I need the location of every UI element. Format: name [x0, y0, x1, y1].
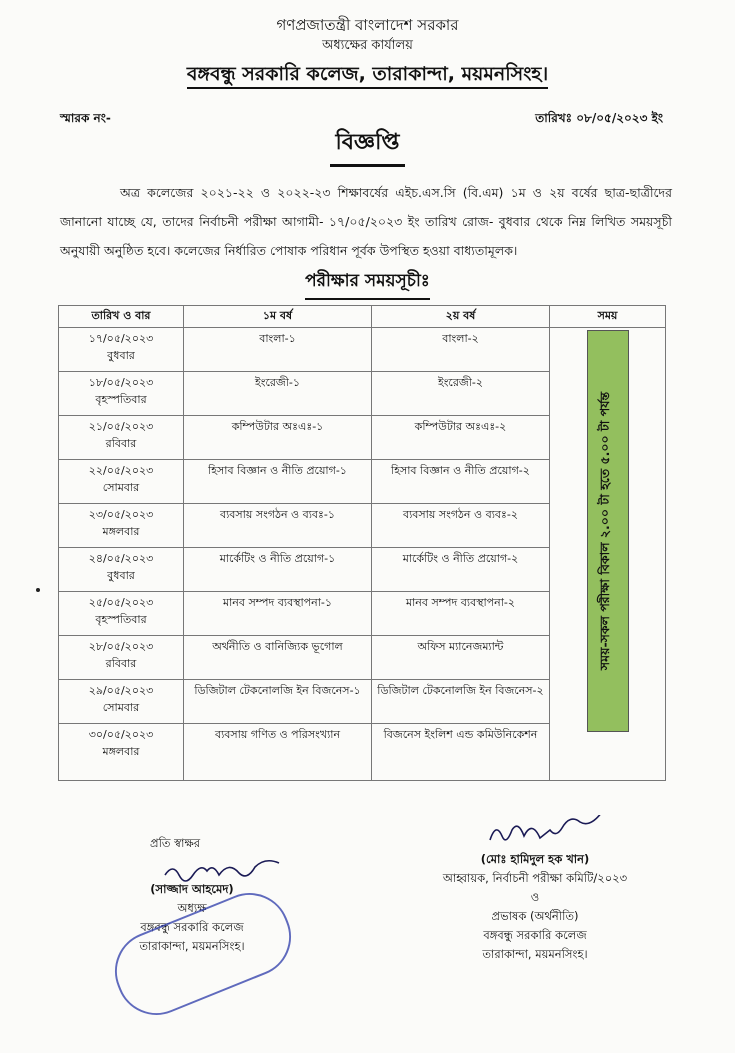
convener-place: তারাকান্দা, ময়মনসিংহ। [482, 947, 588, 961]
principal-place: তারাকান্দা, ময়মনসিংহ। [139, 939, 245, 953]
first-year-subject: ব্যবসায় সংগঠন ও ব্যবঃ-১ [184, 504, 372, 548]
schedule-title: পরীক্ষার সময়সূচীঃ [0, 268, 735, 300]
memo-number: স্মারক নং- [60, 111, 111, 125]
time-cell [550, 328, 666, 781]
convener-title: প্রভাষক (অর্থনীতি) [491, 909, 579, 923]
date-cell: ৩০/০৫/২০২৩ মঙ্গলবার [59, 724, 184, 781]
header-first-year: ১ম বর্ষ [184, 306, 372, 328]
first-year-subject: অর্থনীতি ও বানিজ্যিক ভূগোল [184, 636, 372, 680]
countersign-label: প্রতি স্বাক্ষর [150, 836, 201, 850]
second-year-subject: মানব সম্পদ ব্যবস্থাপনা-২ [372, 592, 550, 636]
principal-org: বঙ্গবন্ধু সরকারি কলেজ [140, 920, 244, 934]
second-year-subject: মার্কেটিং ও নীতি প্রয়োগ-২ [372, 548, 550, 592]
exam-schedule-table [58, 305, 666, 781]
time-bar: সময়-সকল পরীক্ষা বিকাল ২.০০ টা হতে ৫.০০ টা পর্যন্ত [587, 330, 629, 732]
notice-date: তারিখঃ ০৮/০৫/২০২৩ ইং [535, 111, 663, 125]
date-cell: ২৫/০৫/২০২৩ বৃহস্পতিবার [59, 592, 184, 636]
date-cell: ২৩/০৫/২০২৩ মঙ্গলবার [59, 504, 184, 548]
office-title: অধ্যক্ষের কার্যালয় [322, 38, 413, 53]
stray-mark [36, 588, 40, 592]
table-row [59, 328, 666, 372]
header-second-year: ২য় বর্ষ [372, 306, 550, 328]
convener-signature [485, 815, 635, 855]
date-cell: ২১/০৫/২০২৩ রবিবার [59, 416, 184, 460]
first-year-subject: বাংলা-১ [184, 328, 372, 372]
date-cell: ১৭/০৫/২০২৩ বুধবার [59, 328, 184, 372]
date-cell: ২৯/০৫/২০২৩ সোমবার [59, 680, 184, 724]
convener-org: বঙ্গবন্ধু সরকারি কলেজ [483, 928, 587, 942]
header-time: সময় [550, 306, 666, 328]
conjunction-text: ও [530, 890, 540, 904]
notice-title: বিজ্ঞপ্তি [0, 125, 735, 167]
second-year-subject: কম্পিউটার অঃএঃ-২ [372, 416, 550, 460]
second-year-subject: ইংরেজী-২ [372, 372, 550, 416]
second-year-subject: ডিজিটাল টেকনোলজি ইন বিজনেস-২ [372, 680, 550, 724]
government-title: গণপ্রজাতন্ত্রী বাংলাদেশ সরকার [276, 16, 459, 34]
second-year-subject: ব্যবসায় সংগঠন ও ব্যবঃ-২ [372, 504, 550, 548]
first-year-subject: কম্পিউটার অঃএঃ-১ [184, 416, 372, 460]
date-cell: ২৪/০৫/২০২৩ বুধবার [59, 548, 184, 592]
notice-body: অত্র কলেজের ২০২১-২২ ও ২০২২-২৩ শিক্ষাবর্ষের এইচ.এস.সি (বি.এম) ১ম ও ২য় বর্ষের ছাত্র-ছাত্রীদের জানানো যাচ্ছে যে, তাদের নির্বাচনী পরীক্ষা আগামী- ১৭/০৫/২০২৩ ইং তারিখ রোজ- বুধবার থেকে নিম্ন লিখিত সময়সূচী অনুযায়ী অনুষ্ঠিত হবে। কলেজের নির্ধারিত পোষাক পরিধান পূর্বক উপস্থিত হওয়া বাধ্যতামূলক। [60, 185, 672, 258]
date-cell: ১৮/০৫/২০২৩ বৃহস্পতিবার [59, 372, 184, 416]
second-year-subject: বাংলা-২ [372, 328, 550, 372]
first-year-subject: হিসাব বিজ্ঞান ও নীতি প্রয়োগ-১ [184, 460, 372, 504]
second-year-subject: অফিস ম্যানেজম্যান্ট [372, 636, 550, 680]
second-year-subject: হিসাব বিজ্ঞান ও নীতি প্রয়োগ-২ [372, 460, 550, 504]
convener-role: আহ্বায়ক, নির্বাচনী পরীক্ষা কমিটি/২০২৩ [442, 871, 628, 885]
first-year-subject: মানব সম্পদ ব্যবস্থাপনা-১ [184, 592, 372, 636]
first-year-subject: ইংরেজী-১ [184, 372, 372, 416]
header-date: তারিখ ও বার [59, 306, 184, 328]
date-cell: ২২/০৫/২০২৩ সোমবার [59, 460, 184, 504]
date-cell: ২৮/০৫/২০২৩ রবিবার [59, 636, 184, 680]
principal-title: অধ্যক্ষ [177, 901, 207, 915]
second-year-subject: বিজনেস ইংলিশ এন্ড কমিউনিকেশন [372, 724, 550, 781]
convener-block [400, 850, 670, 964]
first-year-subject: ডিজিটাল টেকনোলজি ইন বিজনেস-১ [184, 680, 372, 724]
college-name: বঙ্গবন্ধু সরকারি কলেজ, তারাকান্দা, ময়মনসিংহ। [0, 60, 735, 92]
table-header-row [59, 306, 666, 328]
principal-name: (সাজ্জাদ আহমেদ) [150, 882, 234, 896]
convener-name: (মোঃ হামিদুল হক খান) [480, 852, 590, 866]
first-year-subject: মার্কেটিং ও নীতি প্রয়োগ-১ [184, 548, 372, 592]
first-year-subject: ব্যবসায় গণিত ও পরিসংখ্যান [184, 724, 372, 781]
